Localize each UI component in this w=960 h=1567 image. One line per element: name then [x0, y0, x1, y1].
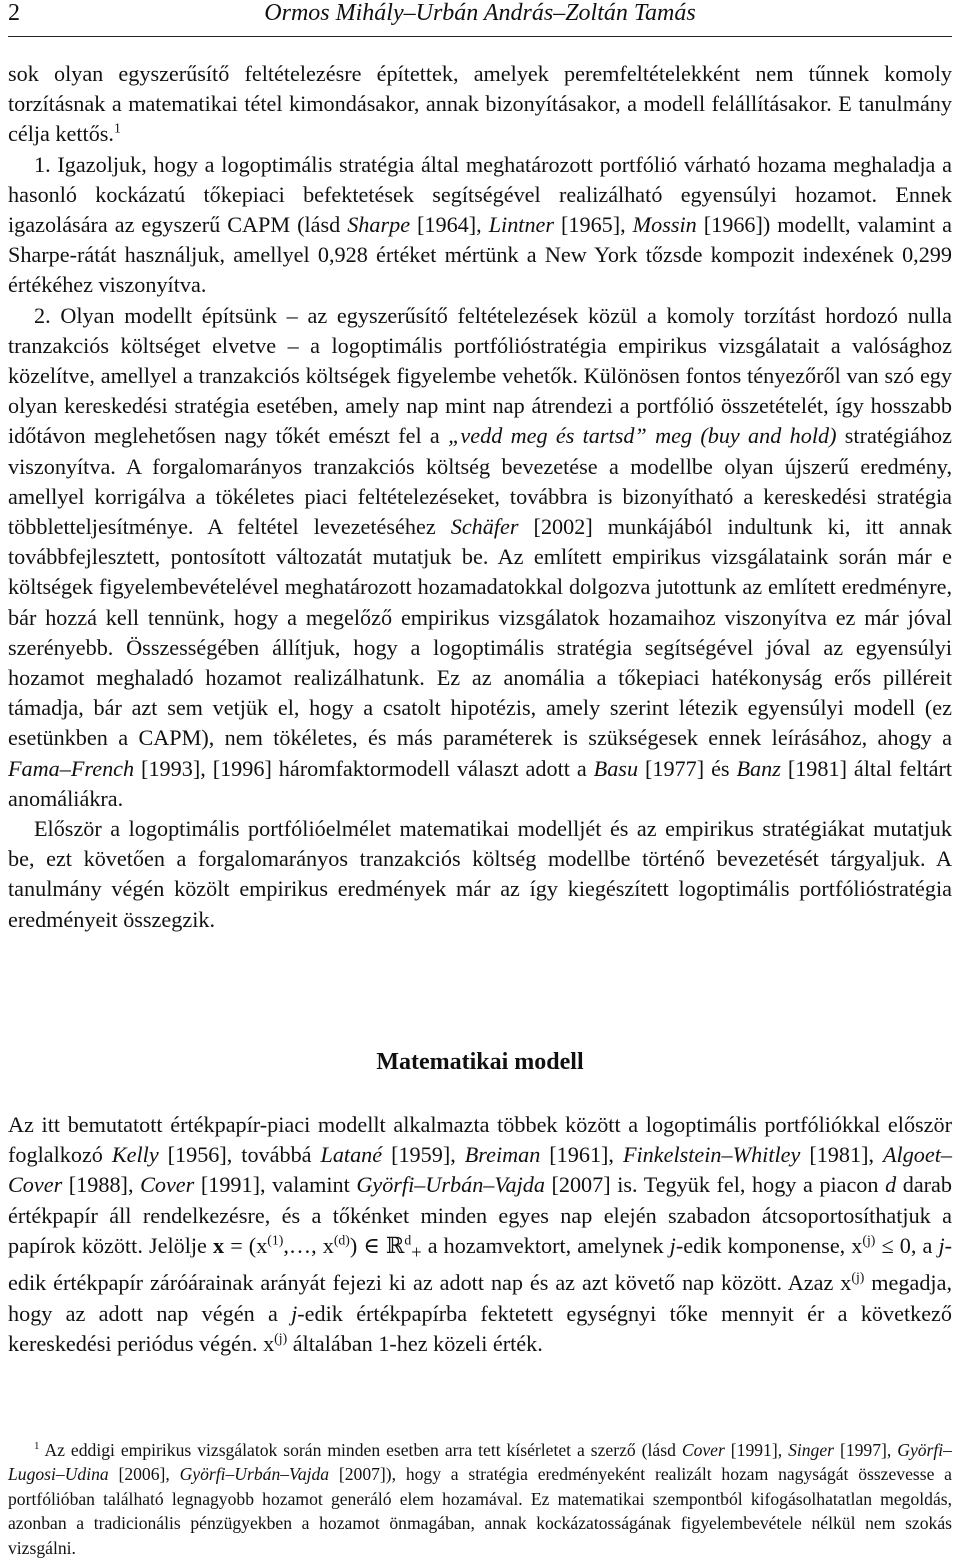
paragraph-outline: Először a logoptimális portfólióelmélet matematikai modelljét és az empirikus stratégiákat mutatjuk be, ezt követően a forgalomarányos tranzakciós költség modellbe történő bevezetését tárgyaljuk. A tanulmány végén közölt empirikus eredmények már az így kiegészített logoptimális portfólióstratégia eredményeit összegzik.	[8, 816, 952, 932]
running-title: Ormos Mihály–Urbán András–Zoltán Tamás	[264, 0, 696, 26]
header-rule	[8, 36, 952, 37]
paragraph-intro: sok olyan egyszerűsítő feltételezésre építettek, amelyek peremfeltételekként nem tűnnek komoly torzításnak a matematikai tétel kimondásakor, annak bizonyításakor, a modell felállításakor. E tanulmány célja kettős.$^1$	[8, 61, 952, 147]
footnote-1: $^1$ Az eddigi empirikus vizsgálatok során minden esetben arra tett kísérletet a szerző (lásd Cover [1991], Singer [1997], Györfi–Lugosi–Udina [2006], Györfi–Urbán–Vajda [2007]), hogy a stratégia eredményeként realizált hozam nagyságát összevesse a portfólióban található legnagyobb hozamot generáló elem hozamával. Ez matematikai szempontból kifogásolhatatlan megoldás, azonban a tradicionális pénzügyekben a hozamot önmagában, annak kockázatosságának figyelembevétele nélkül nem szokás vizsgálni.	[8, 1440, 952, 1558]
section-heading: Matematikai modell	[376, 1049, 584, 1075]
page-number: 2	[8, 0, 20, 26]
page-header	[8, 0, 952, 38]
paragraph-goal-1: 1. Igazoljuk, hogy a logoptimális stratégia által meghatározott portfólió várható hozama meghaladja a hasonló kockázatú tőkepiaci befektetések segítségével realizálható egyensúlyi hozamot. Ennek igazolására az egyszerű CAPM (lásd Sharpe [1964], Lintner [1965], Mossin [1966]) modellt, valamint a Sharpe-rátát használjuk, amellyel 0,928 értéket mértünk a New York tőzsde kompozit indexének 0,299 értékéhez viszonyítva.	[8, 151, 953, 298]
footnotes	[8, 1438, 952, 1560]
paragraph-goal-2: 2. Olyan modellt építsünk – az egyszerűsítő feltételezések közül a komoly torzítást hordozó nulla tranzakciós költséget elvetve – a logoptimális portfólióstratégia empirikus vizsgálatait a valósághoz közelítve, amellyel a tranzakciós költségek figyelembe vehetők. Különösen fontos tényezőről van szó egy olyan kereskedési stratégia esetében, amely nap mint nap átrendezi a portfólió összetételét, így hosszabb időtávon meglehetősen nagy tőkét emészt fel a „vedd meg és tartsd” meg (buy and hold) stratégiához viszonyítva. A forgalomarányos tranzakciós költség bevezetése a modellbe olyan újszerű eredmény, amellyel korrigálva a tökéletes piaci feltételezéseket, továbbra is bizonyítható a kereskedési stratégia többletteljesítménye. A feltétel levezetéséhez Schäfer [2002] munkájából indultunk ki, itt annak továbbfejlesztett, pontosított változatát mutatjuk be. Az említett empirikus vizsgálataink során már e költségek figyelembevételével meghatározott hozamadatokkal dolgozva jutottunk az említett eredményre, bár hozzá kell tennünk, hogy a megelőző empirikus vizsgálatok hozamaihoz viszonyítva ez már jóval szerényebb. Összességében állítjuk, hogy a logoptimális stratégia segítségével jóval az egyensúlyi hozamot meghaladó hozamot realizálhatunk. Ez az anomália a tőkepiaci hatékonyság erős pilléreit támadja, bár azt sem vetjük el, hogy a csatolt hipotézis, amely szerint létezik egyensúlyi modell (ez esetünkben a CAPM), nem tökéletes, és más paraméterek is szükségesek ennek leírásához, ahogy a Fama–French [1993], [1996] háromfaktormodell választ adott a Basu [1977] és Banz [1981] által feltárt anomáliákra.	[8, 302, 953, 811]
vector-x: x	[213, 1232, 225, 1258]
footnote-ref: 1	[113, 121, 121, 137]
main-text	[8, 59, 952, 935]
paragraph-model: Az itt bemutatott értékpapír-piaci modellt alkalmazta többek között a logoptimális portfóliókkal először foglalkozó Kelly [1956], továbbá Latané [1959], Breiman [1961], Finkelstein–Whitley [1981], Algoet–Cover [1988], Cover [1991], valamint Györfi–Urbán–Vajda [2007] is. Tegyük fel, hogy a piacon d darab értékpapír áll rendelkezésre, és a tőkénket minden egyes nap elején szabadon átcsoportosíthatjuk a papírok között. Jelölje $x = (x^{(1)},\dots$, $x^{(d)}$) ∈ ℝ$^d_+$ a hozamvektort, amelynek j-edik komponense, $x^{(j)} \le 0$, a j-edik értékpapír záróárainak arányát fejezi ki az adott nap és az azt követő nap között. Azaz $x^{(j)}$ megadja, hogy az adott nap végén a j-edik értékpapírba fektetett egységnyi tőke mennyit ér a következő kereskedési periódus végén. $x^{(j)}$ általában 1-hez közeli érték.	[8, 1112, 953, 1356]
section-text	[8, 1110, 952, 1359]
